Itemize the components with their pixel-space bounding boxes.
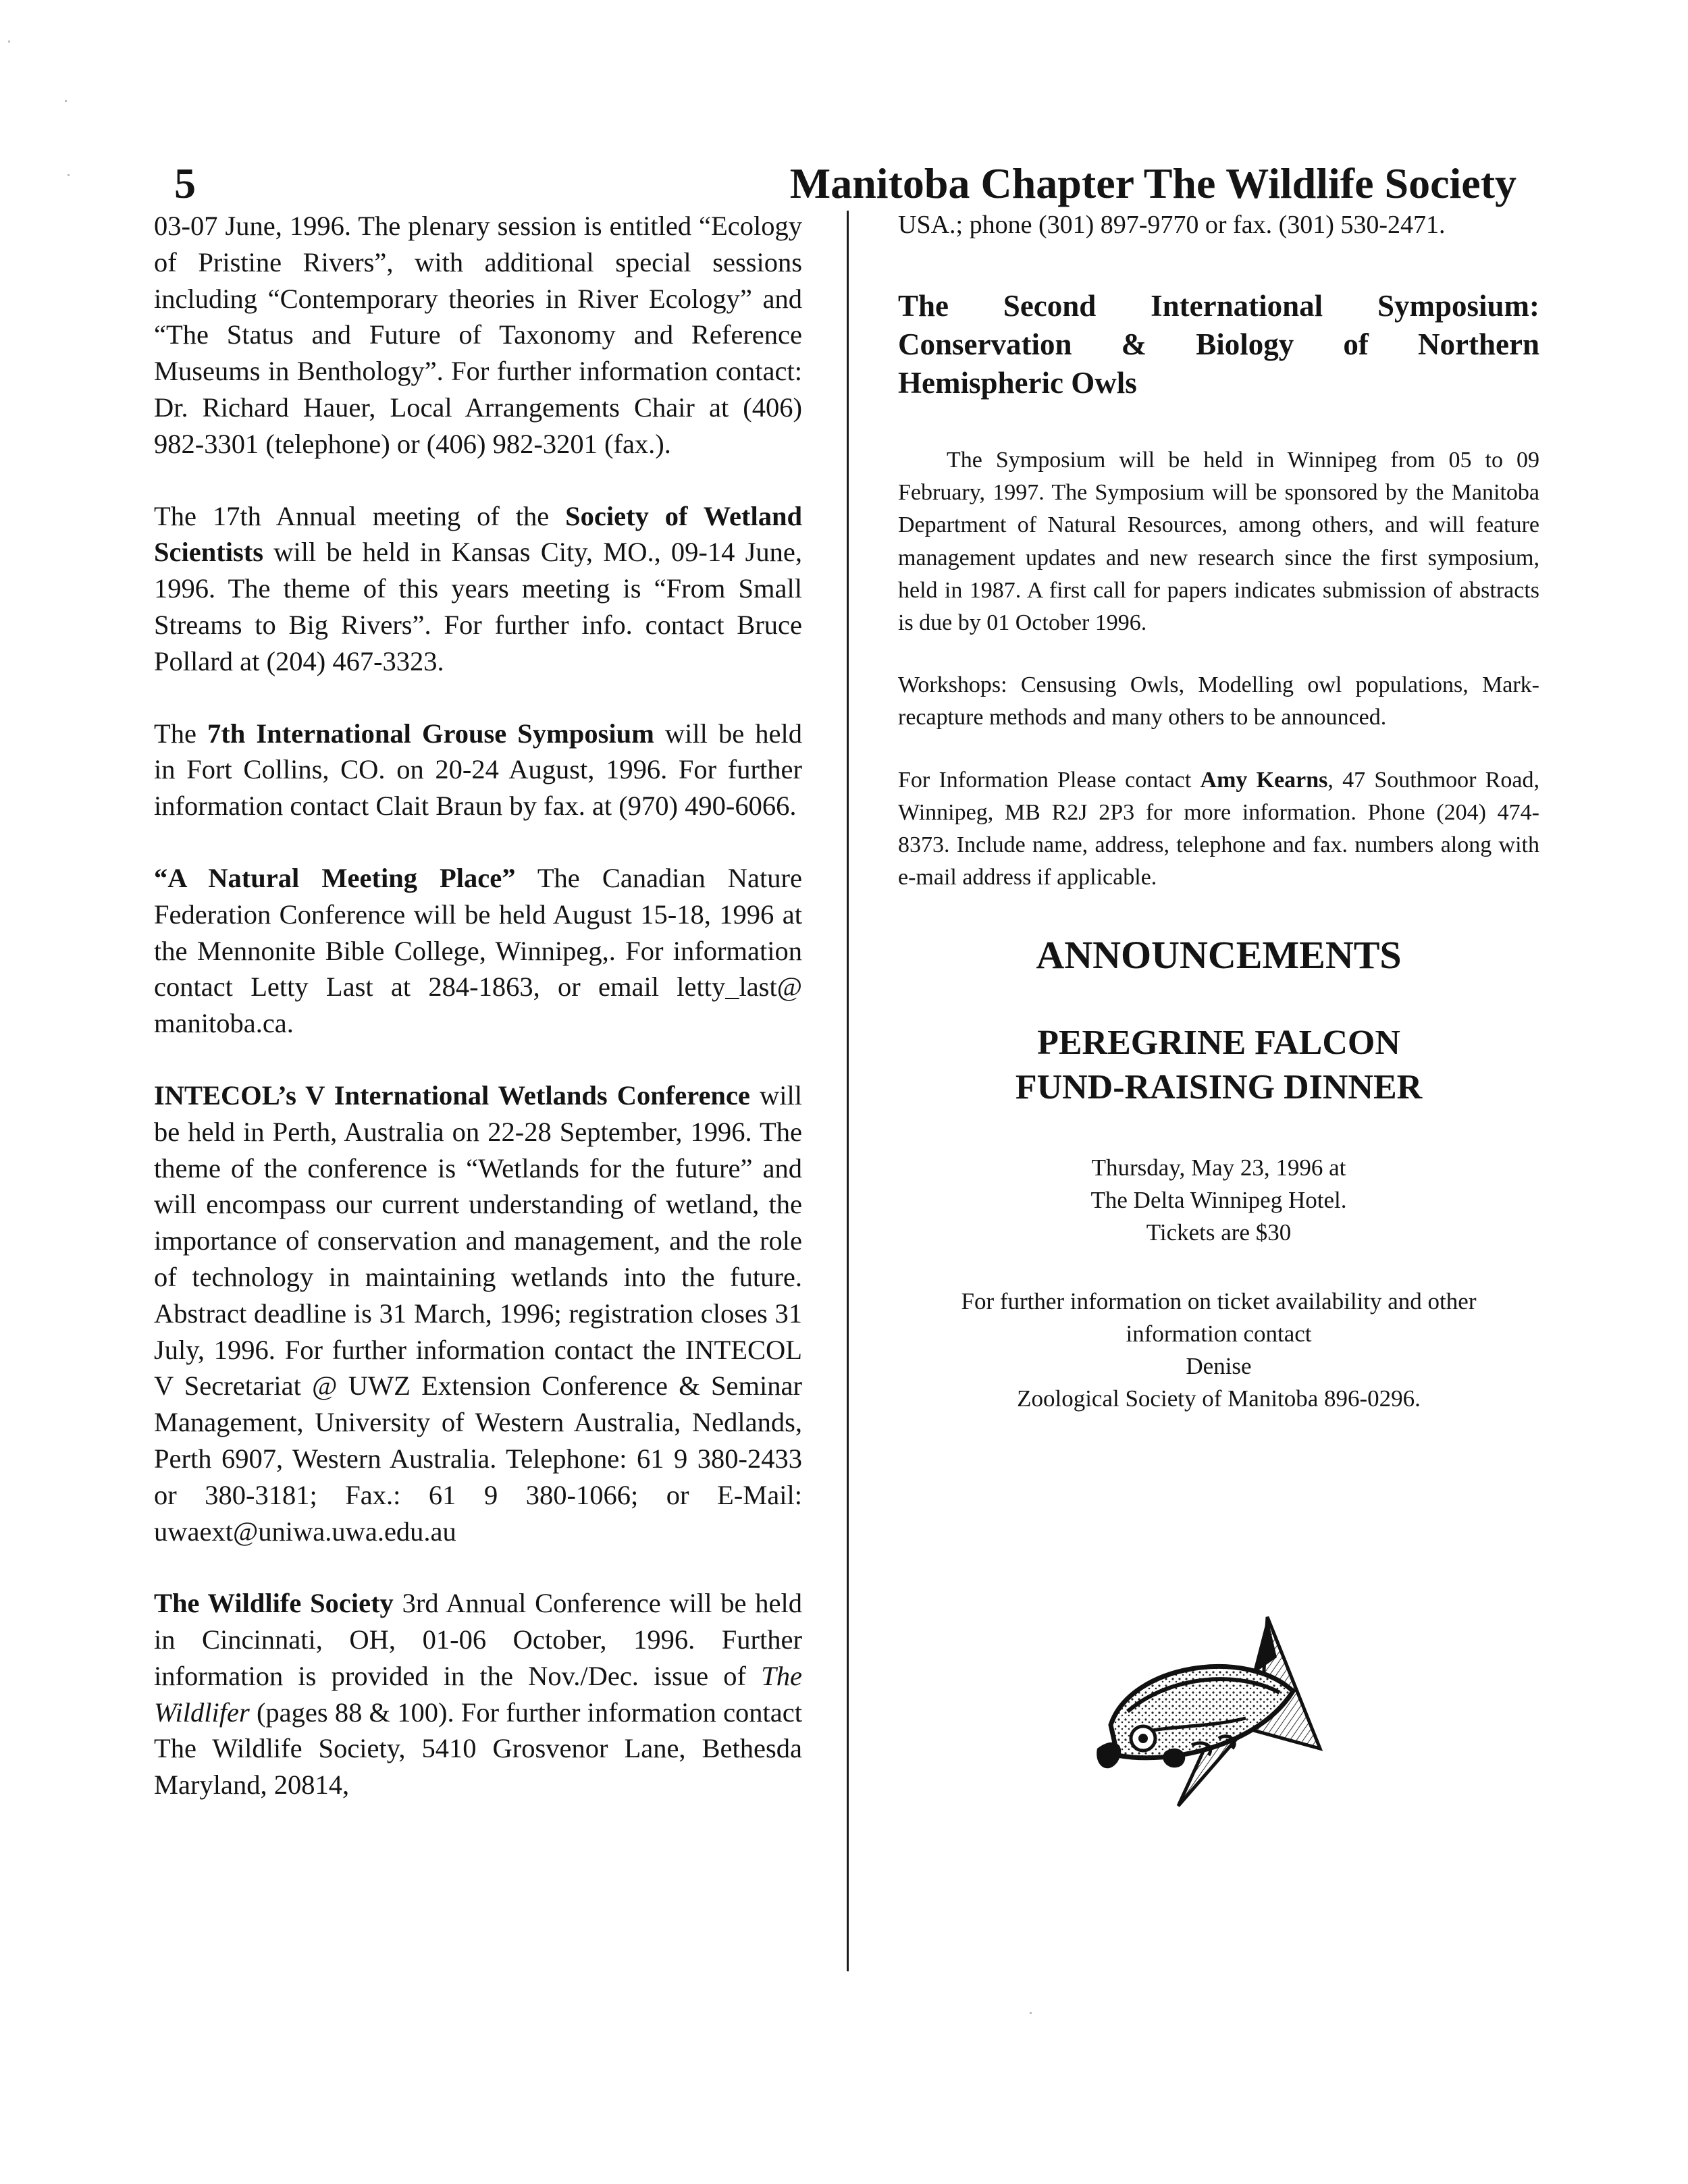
society-name: The Wildlife Society (154, 1588, 394, 1619)
text-run: The (154, 718, 208, 749)
dinner-tickets: Tickets are $30 (1146, 1219, 1292, 1246)
right-column (898, 208, 1539, 1415)
text-run: For Information Please contact (898, 767, 1201, 793)
announcements-heading: ANNOUNCEMENTS (1036, 933, 1402, 978)
grouse-symposium-paragraph (154, 716, 802, 824)
scan-speck (8, 41, 10, 43)
contact-name: Amy Kearns (1200, 767, 1328, 793)
page-header (0, 157, 1688, 211)
text-run: The 17th Annual meeting of the (154, 500, 566, 531)
wildlife-society-paragraph (154, 1585, 802, 1803)
wetland-scientists-paragraph (154, 498, 802, 680)
text-run: (pages 88 & 100). For further information contact The Wildlife Society, 5410 Grosvenor Lane, Bethesda Maryland, 20814, (154, 1697, 802, 1801)
info-line: For further information on ticket availability and other (961, 1288, 1477, 1315)
intecol-paragraph (154, 1077, 802, 1549)
text-run: will be held in Kansas City, MO., 09-14 June, 1996. The theme of this years meeting is “From Small Streams to Big Rivers”. For further info. contact Bruce Pollard at (204) 467-3323. (154, 537, 802, 676)
column-divider (847, 211, 849, 1971)
info-line: Denise (1186, 1353, 1252, 1380)
publication-title: The Wildlifer (154, 1660, 802, 1728)
owl-symposium-heading: The Second International Symposium: Conservation & Biology of Northern Hemispheric Owls (898, 289, 1539, 400)
contact-paragraph (898, 764, 1539, 895)
event-heading (898, 1021, 1539, 1110)
dinner-contact (898, 1285, 1539, 1415)
conference-name: “A Natural Meeting Place” (154, 862, 516, 893)
newsletter-title: Manitoba Chapter The Wildlife Society (789, 159, 1516, 207)
scan-speck (68, 174, 70, 176)
river-ecology-paragraph: 03-07 June, 1996. The plenary session is entitled “Ecology of Pristine Rivers”, with additional special sessions including “Contemporary theories in River Ecology” and “The Status and Future of Taxonomy and Reference Museums in Benthology”. For further information contact: Dr. Richard Hauer, Local Arrangements Chair at (406) 982-3301 (telephone) or (406) 982-3201 (fax.). (154, 211, 802, 459)
event-heading-line: PEREGRINE FALCON (1037, 1023, 1400, 1063)
text-run: will be held in Fort Collins, CO. on 20-24 August, 1996. For further information contact Clait Braun by fax. at (970) 490-6066. (154, 718, 803, 822)
event-heading-line: FUND-RAISING DINNER (1015, 1068, 1423, 1107)
text-run: The Canadian Nature Federation Conference will be held August 15-18, 1996 at the Mennonite Bible College, Winnipeg,. For information contact Letty Last at 284-1863, or email letty_last@ manitoba.ca. (154, 862, 802, 1039)
text-run: , 47 Southmoor Road, Winnipeg, MB R2J 2P3 for more information. Phone (204) 474-8373. Include name, address, telephone and fax. numbers along with e-mail address if applicable. (898, 767, 1539, 890)
scan-speck (1030, 2012, 1032, 2014)
info-line: Zoological Society of Manitoba 896-0296. (1017, 1385, 1421, 1412)
text-run: will be held in Perth, Australia on 22-28 September, 1996. The theme of the conference is “Wetlands for the future” and will encompass our current understanding of wetland, the importance of conservation and management, and the role of technology in maintaining wetlands into the future. Abstract deadline is 31 March, 1996; registration closes 31 July, 1996. For further information contact the INTECOL V Secretariat @ UWZ Extension Conference & Seminar Management, University of Western Australia, Nedlands, Perth 6907, Western Australia. Telephone: 61 9 380-2433 or 380-3181; Fax.: 61 9 380-1066; or E-Mail: uwaext@uniwa.uwa.edu.au (154, 1080, 802, 1547)
workshops-paragraph: Workshops: Censusing Owls, Modelling owl populations, Mark-recapture methods and many others to be announced. (898, 672, 1539, 730)
nature-conference-paragraph (154, 860, 802, 1042)
dinner-venue: The Delta Winnipeg Hotel. (1090, 1187, 1347, 1214)
owl-symposium-body: The Symposium will be held in Winnipeg from 05 to 09 February, 1997. The Symposium will be sponsored by the Manitoba Department of Natural Resources, among others, and will feature management updates and new research since the first symposium, held in 1987. A first call for papers indicates submission of abstracts is due by 01 October 1996. (898, 448, 1539, 636)
society-name: Society of Wetland Scientists (154, 500, 802, 568)
left-column (154, 208, 802, 1803)
scan-speck (65, 100, 67, 102)
continuation-paragraph: USA.; phone (301) 897-9770 or fax. (301) 530-2471. (898, 211, 1446, 239)
dinner-date: Thursday, May 23, 1996 at (1091, 1154, 1346, 1181)
page-number: 5 (174, 159, 196, 207)
fish-bird-illustration-icon (1090, 1610, 1330, 1813)
symposium-name: 7th International Grouse Symposium (207, 718, 654, 749)
conference-name: INTECOL’s V International Wetlands Conference (154, 1080, 750, 1111)
info-line: information contact (1126, 1321, 1312, 1348)
dinner-details (898, 1152, 1539, 1249)
text-run: 3rd Annual Conference will be held in Cincinnati, OH, 01-06 October, 1996. Further information is provided in the Nov./Dec. issue of (154, 1588, 803, 1691)
